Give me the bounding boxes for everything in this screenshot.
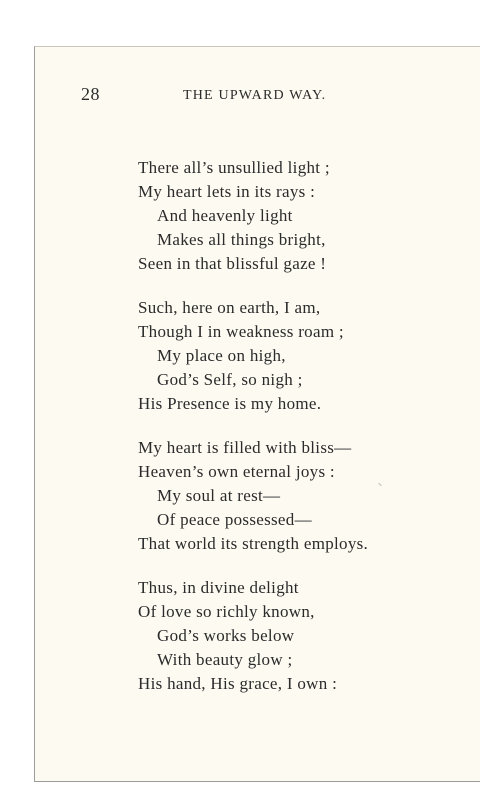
poem-line: Seen in that blissful gaze ! xyxy=(138,254,327,273)
poem-line: God’s Self, so nigh ; xyxy=(157,370,303,389)
poem-line: His Presence is my home. xyxy=(138,394,322,413)
poem-line: My place on high, xyxy=(157,346,286,365)
poem-line: And heavenly light xyxy=(157,206,293,225)
poem-line: Heaven’s own eternal joys : xyxy=(138,462,335,481)
poem-line: My heart lets in its rays : xyxy=(138,182,316,201)
poem-line: Though I in weakness roam ; xyxy=(138,322,344,341)
page-number: 28 xyxy=(81,84,100,104)
poem-line: Of love so richly known, xyxy=(138,602,315,621)
poem-line: His hand, His grace, I own : xyxy=(138,674,338,693)
book-page xyxy=(34,46,480,782)
poem-line: Such, here on earth, I am, xyxy=(138,298,321,317)
poem-line: There all’s unsullied light ; xyxy=(138,158,330,177)
poem-line: My heart is filled with bliss— xyxy=(138,438,352,457)
poem-line: With beauty glow ; xyxy=(157,650,293,669)
poem-line: Thus, in divine delight xyxy=(138,578,299,597)
poem-line: My soul at rest— xyxy=(157,486,281,505)
poem-line: God’s works below xyxy=(157,626,295,645)
poem-line: Of peace possessed— xyxy=(157,510,312,529)
poem-line: That world its strength employs. xyxy=(138,534,369,553)
running-title: THE UPWARD WAY. xyxy=(183,88,327,103)
poem-line: Makes all things bright, xyxy=(157,230,326,249)
